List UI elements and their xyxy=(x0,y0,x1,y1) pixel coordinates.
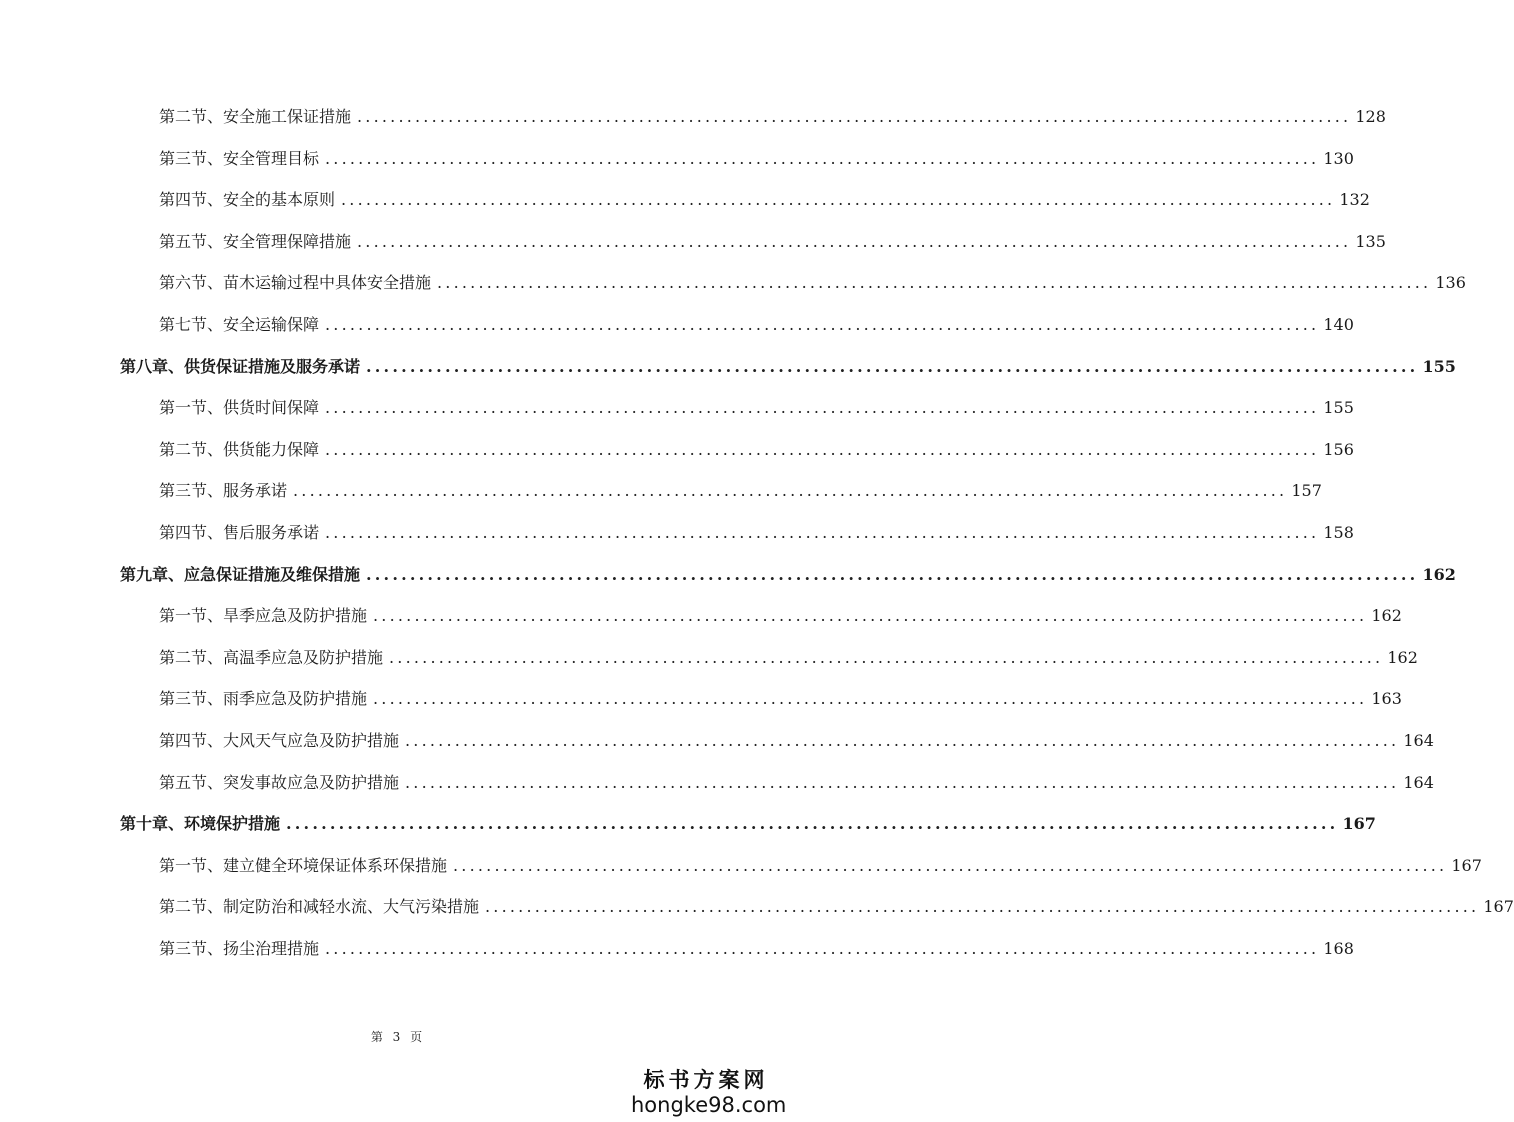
toc-entry-title: 第六节、苗木运输过程中具体安全措施 xyxy=(159,273,432,293)
toc-dot-leader: ........................................................................................................................ xyxy=(325,523,1320,542)
toc-dot-leader: ........................................................................................................................ xyxy=(405,772,1400,792)
page-number: 3 xyxy=(392,1030,401,1044)
toc-dot-leader: ........................................................................................................................ xyxy=(405,731,1400,750)
toc-dot-leader: ........................................................................................................................ xyxy=(325,439,1320,459)
toc-entry-page: 162 xyxy=(1387,647,1418,667)
toc-entry-page: 164 xyxy=(1403,731,1434,750)
toc-chapter-entry[interactable] xyxy=(120,812,1376,836)
toc-dot-leader: ........................................................................................................................ xyxy=(389,647,1384,667)
toc-dot-leader: ........................................................................................................................ xyxy=(437,273,1432,293)
toc-dot-leader: ........................................................................................................................ xyxy=(286,814,1339,834)
toc-section-entry[interactable] xyxy=(159,854,1482,878)
toc-entry-title: 第二节、供货能力保障 xyxy=(159,439,320,459)
toc-section-entry[interactable] xyxy=(159,105,1386,129)
toc-entry-page: 135 xyxy=(1355,231,1386,251)
toc-section-entry[interactable] xyxy=(159,479,1322,503)
toc-entry-title: 第三节、雨季应急及防护措施 xyxy=(159,689,368,709)
toc-dot-leader: ........................................................................................................................ xyxy=(373,606,1368,626)
toc-entry-page: 128 xyxy=(1355,107,1386,126)
toc-entry-title: 第四节、安全的基本原则 xyxy=(159,190,336,210)
toc-dot-leader: ........................................................................................................................ xyxy=(325,939,1320,958)
toc-entry-title: 第三节、服务承诺 xyxy=(159,481,288,501)
toc-entry-title: 第二节、制定防治和减轻水流、大气污染措施 xyxy=(159,897,480,917)
toc-section-entry[interactable] xyxy=(159,438,1354,462)
toc-dot-leader: ........................................................................................................................ xyxy=(325,398,1320,418)
watermark-title: 标书方案网 xyxy=(643,1067,769,1092)
footer-suffix: 页 xyxy=(410,1030,423,1044)
toc-section-entry[interactable] xyxy=(159,604,1402,628)
toc-section-entry[interactable] xyxy=(159,230,1386,254)
toc-entry-title: 第一节、供货时间保障 xyxy=(159,398,320,418)
footer-prefix: 第 xyxy=(370,1030,383,1044)
toc-entry-title: 第二节、安全施工保证措施 xyxy=(159,107,352,126)
toc-entry-page: 158 xyxy=(1323,523,1354,542)
toc-dot-leader: ........................................................................................................................ xyxy=(357,231,1352,251)
toc-entry-title: 第四节、售后服务承诺 xyxy=(159,523,320,542)
watermark-logo xyxy=(631,1067,787,1118)
toc-section-entry[interactable] xyxy=(159,771,1434,795)
toc-entry-page: 132 xyxy=(1339,190,1370,210)
toc-dot-leader: ........................................................................................................................ xyxy=(293,481,1288,501)
toc-section-entry[interactable] xyxy=(159,937,1354,961)
toc-entry-page: 130 xyxy=(1323,148,1354,168)
toc-section-entry[interactable] xyxy=(159,313,1354,337)
toc-entry-page: 140 xyxy=(1323,315,1354,334)
toc-section-entry[interactable] xyxy=(159,188,1370,212)
toc-entry-page: 167 xyxy=(1342,814,1376,834)
toc-entry-page: 162 xyxy=(1371,606,1402,626)
toc-entry-page: 136 xyxy=(1435,273,1466,293)
toc-dot-leader: ........................................................................................................................ xyxy=(357,107,1352,126)
toc-entry-page: 163 xyxy=(1371,689,1402,709)
toc-dot-leader: ........................................................................................................................ xyxy=(485,897,1480,917)
toc-section-entry[interactable] xyxy=(159,895,1514,919)
toc-dot-leader: ........................................................................................................................ xyxy=(373,689,1368,709)
toc-dot-leader: ........................................................................................................................ xyxy=(366,356,1419,376)
watermark-url: hongke98.com xyxy=(631,1093,787,1117)
toc-entry-page: 164 xyxy=(1403,772,1434,792)
toc-section-entry[interactable] xyxy=(159,521,1354,545)
toc-dot-leader: ........................................................................................................................ xyxy=(325,148,1320,168)
toc-entry-title: 第二节、高温季应急及防护措施 xyxy=(159,647,384,667)
toc-entry-page: 157 xyxy=(1291,481,1322,501)
toc-entry-title: 第一节、建立健全环境保证体系环保措施 xyxy=(159,855,448,875)
toc-entry-title: 第七节、安全运输保障 xyxy=(159,315,320,334)
toc-entry-title: 第三节、安全管理目标 xyxy=(159,148,320,168)
toc-dot-leader: ........................................................................................................................ xyxy=(366,564,1419,584)
toc-entry-page: 167 xyxy=(1451,855,1482,875)
toc-entry-page: 155 xyxy=(1323,398,1354,418)
toc-entry-page: 155 xyxy=(1422,356,1456,376)
toc-entry-page: 156 xyxy=(1323,439,1354,459)
toc-entry-page: 162 xyxy=(1422,564,1456,584)
toc-entry-title: 第一节、旱季应急及防护措施 xyxy=(159,606,368,626)
toc-chapter-entry[interactable] xyxy=(120,563,1456,587)
toc-section-entry[interactable] xyxy=(159,396,1354,420)
toc-dot-leader: ........................................................................................................................ xyxy=(325,315,1320,334)
toc-dot-leader: ........................................................................................................................ xyxy=(453,855,1448,875)
toc-entry-page: 167 xyxy=(1483,897,1514,917)
page-footer xyxy=(0,1028,793,1045)
toc-entry-page: 168 xyxy=(1323,939,1354,958)
toc-dot-leader: ........................................................................................................................ xyxy=(341,190,1336,210)
toc-section-entry[interactable] xyxy=(159,729,1434,753)
toc-section-entry[interactable] xyxy=(159,646,1418,670)
toc-entry-title: 第四节、大风天气应急及防护措施 xyxy=(159,731,400,750)
toc-section-entry[interactable] xyxy=(159,271,1466,295)
toc-entry-title: 第五节、安全管理保障措施 xyxy=(159,231,352,251)
toc-entry-title: 第三节、扬尘治理措施 xyxy=(159,939,320,958)
toc-section-entry[interactable] xyxy=(159,147,1354,171)
toc-entry-title: 第八章、供货保证措施及服务承诺 xyxy=(120,356,361,376)
toc-entry-title: 第九章、应急保证措施及维保措施 xyxy=(120,564,361,584)
toc-chapter-entry[interactable] xyxy=(120,355,1456,379)
toc-entry-title: 第五节、突发事故应急及防护措施 xyxy=(159,772,400,792)
toc-section-entry[interactable] xyxy=(159,687,1402,711)
toc-entry-title: 第十章、环境保护措施 xyxy=(120,814,281,834)
